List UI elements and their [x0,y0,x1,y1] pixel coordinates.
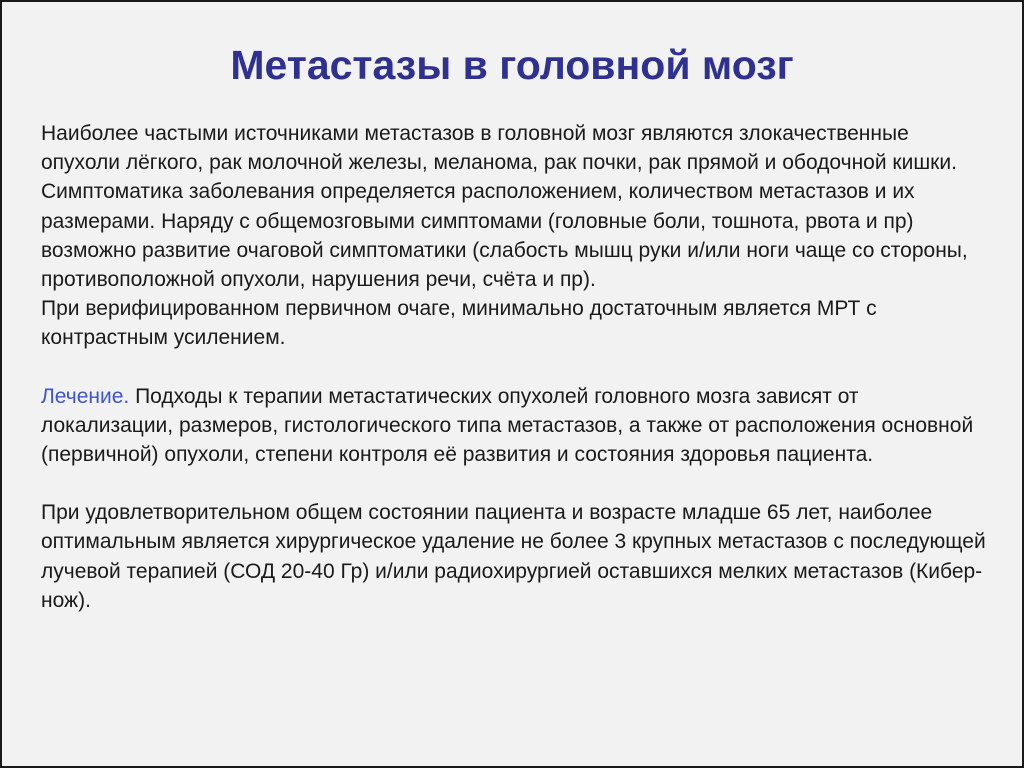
paragraph-treatment [41,382,991,470]
spacer [41,353,991,382]
slide-title: Метастазы в головной мозг [230,42,794,88]
slide-body [41,119,991,615]
treatment-text: Подходы к терапии метастатических опухолей головного мозга зависят от локализации, размеров, гистологического типа метастазов, а также от расположения основной (первичной) опухоли, степени контроля её развития и состояния здоровья пациента. [41,384,974,467]
paragraph-surgery: При удовлетворительном общем состоянии пациента и возрасте младше 65 лет, наиболее оптимальным является хирургическое удаление не более 3 крупных метастазов с последующей лучевой терапией (СОД 20-40 Гр) и/или радиохирургией оставшихся мелких метастазов (Кибер-нож). [41,501,986,612]
paragraph-sources: Наиболее частыми источниками метастазов в головной мозг являются злокачественные опухоли лёгкого, рак молочной железы, меланома, рак почки, рак прямой и ободочной кишки. [41,122,957,175]
paragraph-symptoms: Симптоматика заболевания определяется расположением, количеством метастазов и их размерами. Наряду с общемозговыми симптомами (головные боли, тошнота, рвота и пр) возможно развитие очаговой симптоматики (слабость мышц руки и/или ноги чаще со стороны, противоположной опухоли, нарушения речи, счёта и пр). [41,180,968,292]
spacer [41,469,991,498]
paragraph-diagnosis: При верифицированном первичном очаге, минимально достаточным является МРТ с контрастным усилением. [41,297,877,350]
treatment-label: Лечение. [41,384,130,408]
